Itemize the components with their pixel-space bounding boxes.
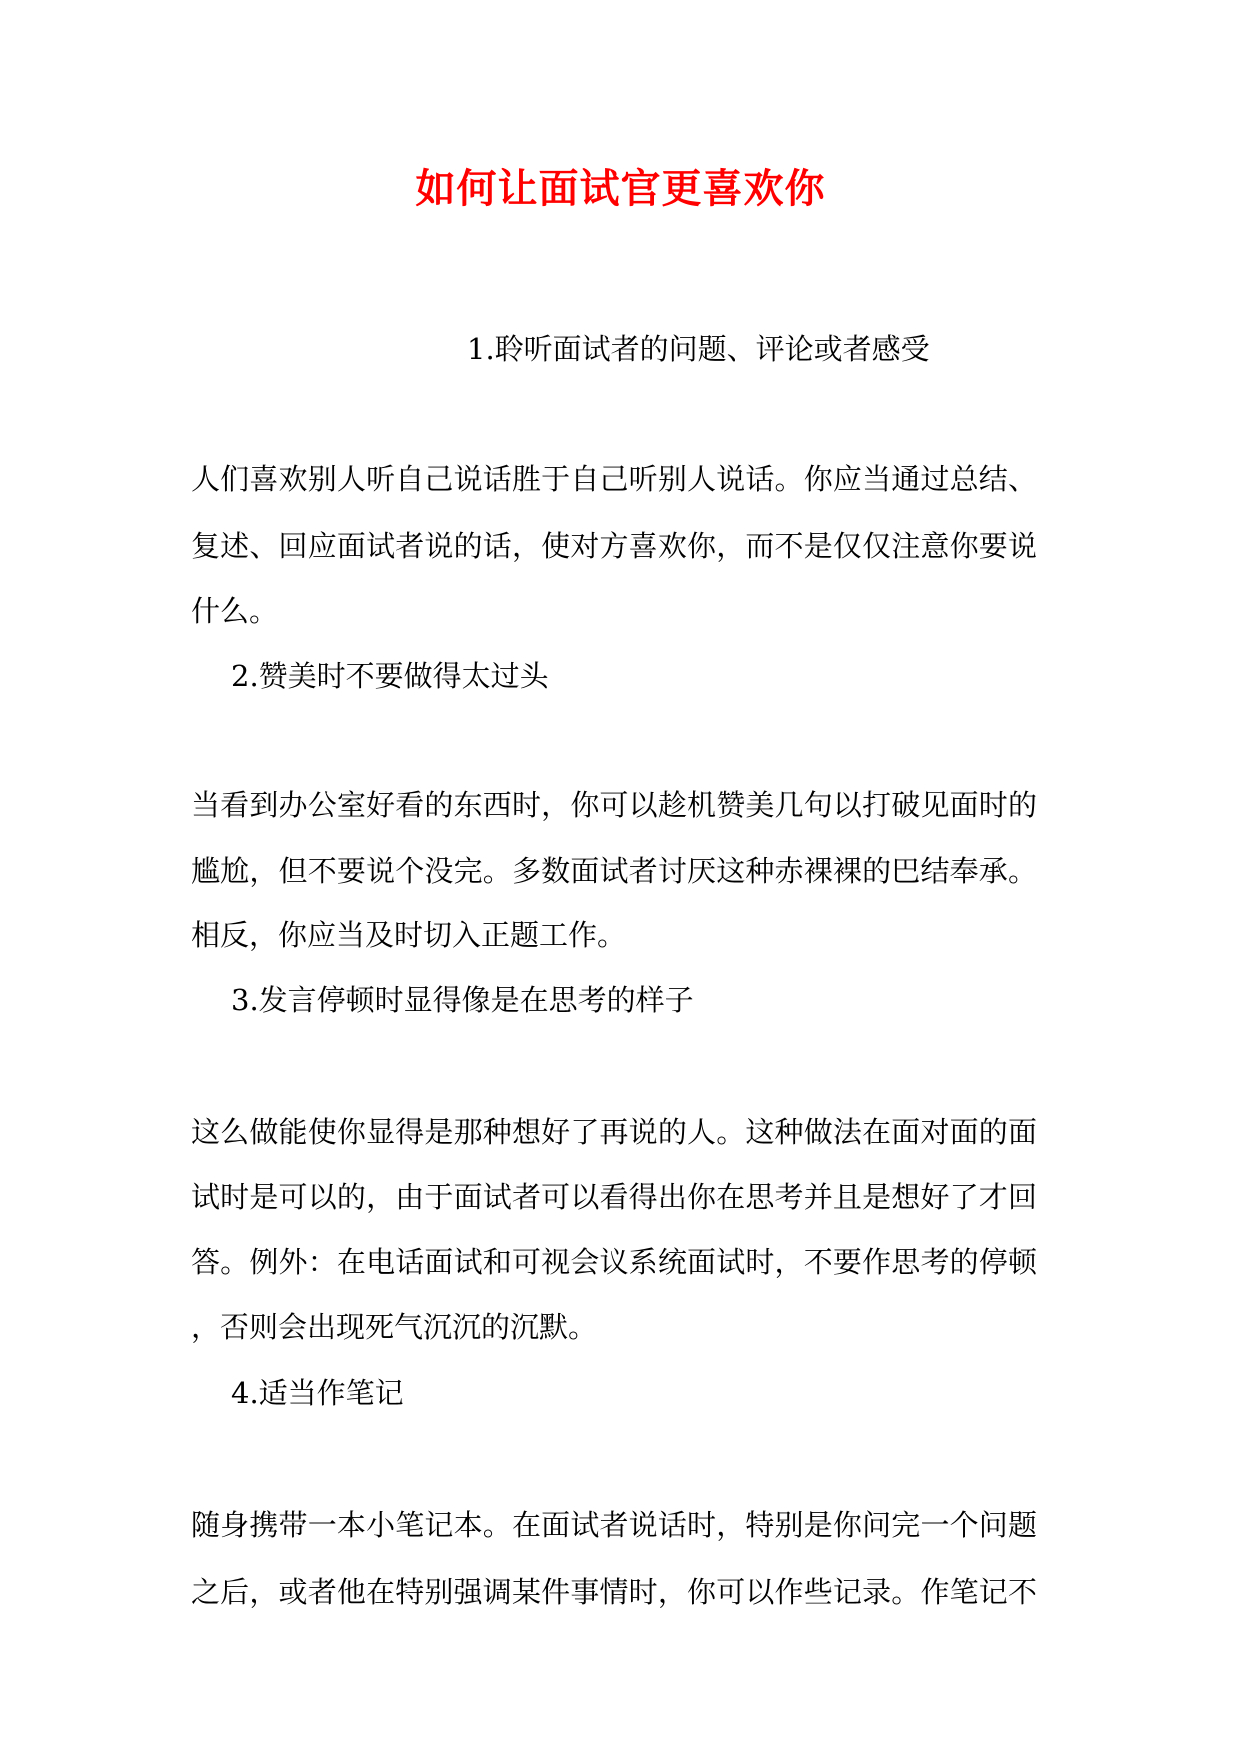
paragraph-line: 试时是可以的，由于面试者可以看得出你在思考并且是想好了才回 [191, 1180, 1037, 1214]
paragraph-line: ，否则会出现死气沉沉的沉默。 [191, 1310, 598, 1344]
paragraph-line: 尴尬，但不要说个没完。多数面试者讨厌这种赤裸裸的巴结奉承。 [191, 854, 1037, 888]
paragraph-line: 复述、回应面试者说的话，使对方喜欢你，而不是仅仅注意你要说 [191, 529, 1037, 563]
paragraph-line: 当看到办公室好看的东西时，你可以趁机赞美几句以打破见面时的 [191, 788, 1037, 822]
paragraph-line: 这么做能使你显得是那种想好了再说的人。这种做法在面对面的面 [191, 1115, 1037, 1149]
section-heading-2: 2.赞美时不要做得太过头 [231, 659, 549, 693]
section-heading-3: 3.发言停顿时显得像是在思考的样子 [231, 983, 694, 1017]
paragraph-line: 随身携带一本小笔记本。在面试者说话时，特别是你问完一个问题 [191, 1508, 1037, 1542]
paragraph-line: 相反，你应当及时切入正题工作。 [191, 918, 627, 952]
document-title: 如何让面试官更喜欢你 [415, 165, 826, 212]
section-heading-4: 4.适当作笔记 [231, 1376, 404, 1410]
paragraph-line: 什么。 [191, 594, 279, 628]
paragraph-line: 人们喜欢别人听自己说话胜于自己听别人说话。你应当通过总结、 [191, 462, 1037, 496]
paragraph-line: 之后，或者他在特别强调某件事情时，你可以作些记录。作笔记不 [191, 1575, 1037, 1609]
paragraph-line: 答。例外：在电话面试和可视会议系统面试时，不要作思考的停顿 [191, 1245, 1037, 1279]
section-heading-1: 1.聆听面试者的问题、评论或者感受 [467, 332, 930, 366]
